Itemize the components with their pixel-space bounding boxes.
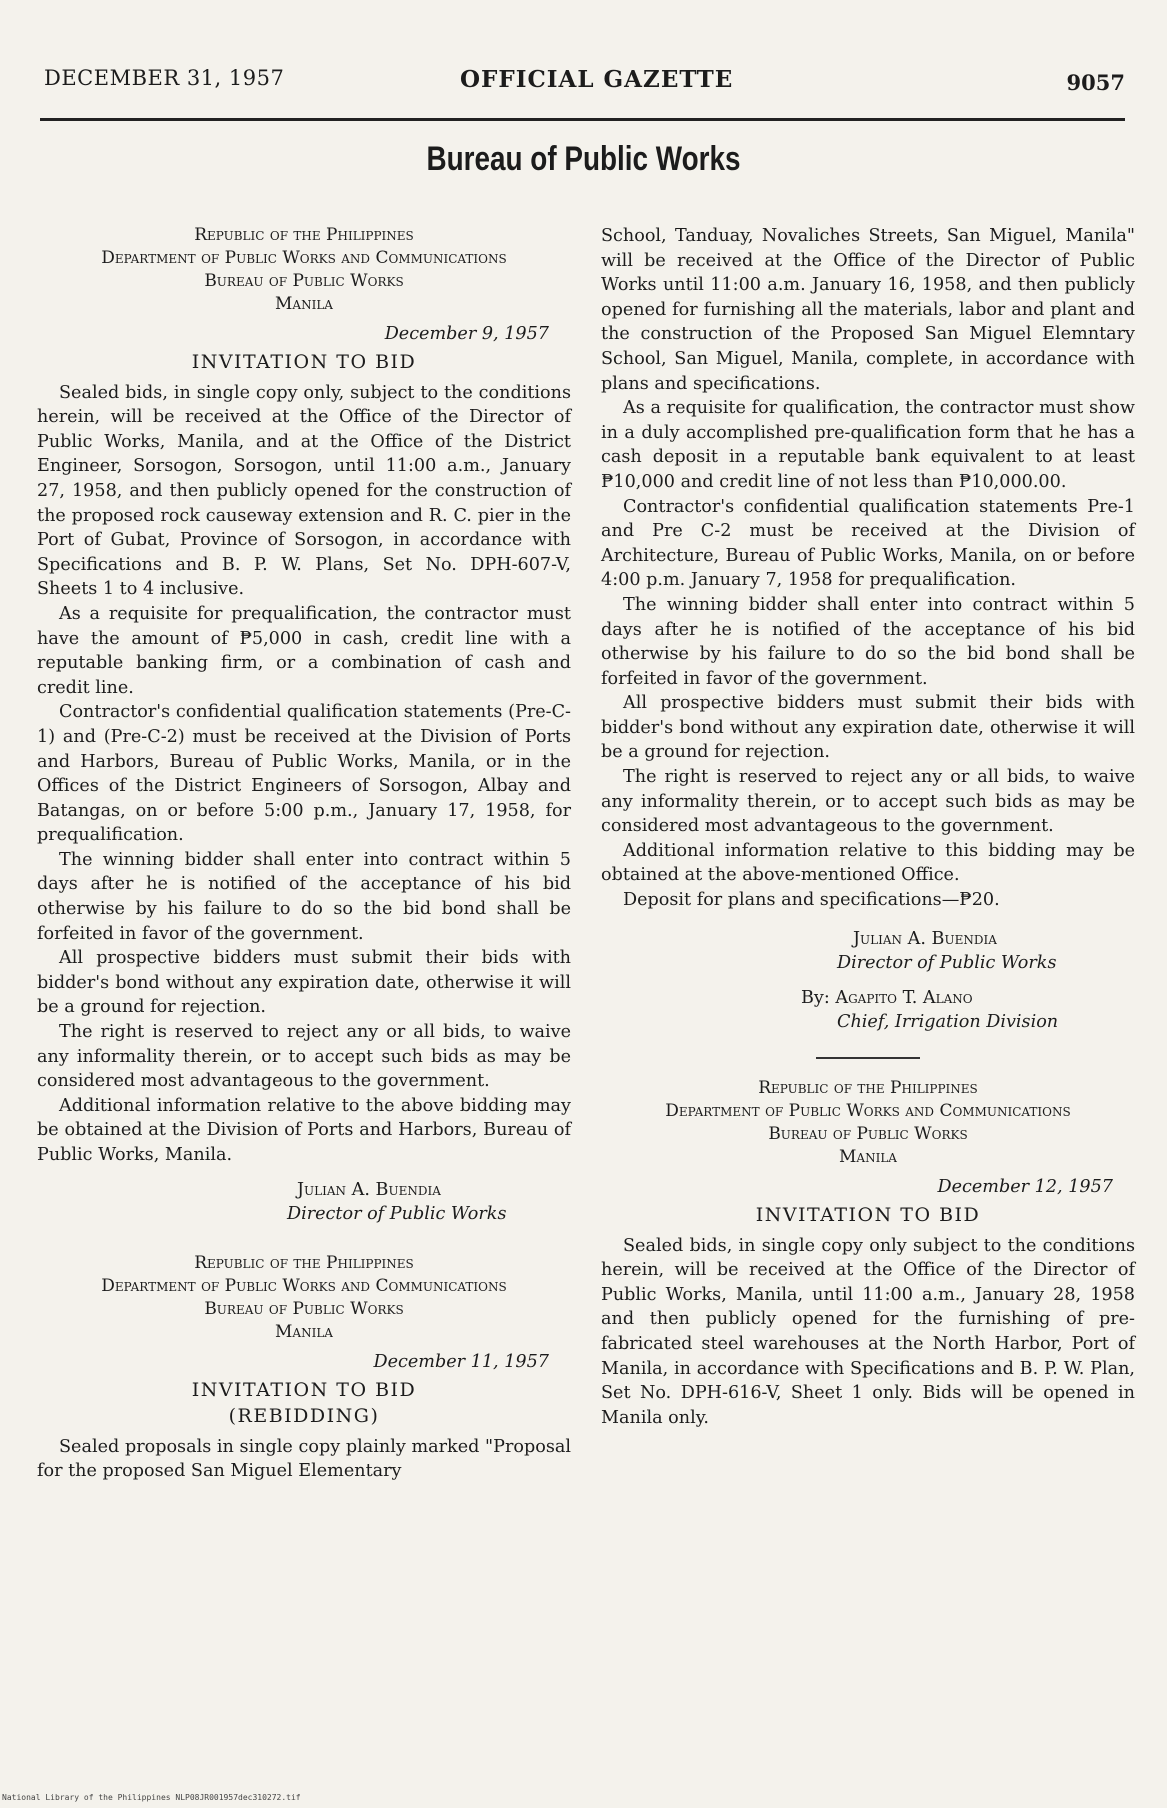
paragraph: The winning bidder shall enter into contract within 5 days after he is notified of the acceptance of his bid otherwise by his failure to do so the bid bond shall be forfeited in favor of the government. xyxy=(601,594,1135,689)
heading-line: Republic of the Philippines xyxy=(194,225,414,245)
by-name: Agapito T. Alano xyxy=(835,987,973,1008)
notice-heading xyxy=(601,1077,1135,1169)
notice-title: INVITATION TO BID xyxy=(755,1203,981,1226)
paragraph-continued: School, Tanduay, Novaliches Streets, San Miguel, Manila" will be received at the Office of the Director of Public Works until 11:00 a.m. January 16, 1958, and then publicly opened for furnishing all the materials, labor and plant and the construction of the Proposed San Miguel Elemntary School, San Miguel, Manila, complete, in accordance with plans and specifications. xyxy=(601,226,1135,394)
paragraph: Additional information relative to the above bidding may be obtained at the Division of Ports and Harbors, Bureau of Public Works, Manila. xyxy=(37,1095,571,1165)
heading-line: Department of Public Works and Communications xyxy=(101,248,507,268)
publication-title: OFFICIAL GAZETTE xyxy=(460,66,734,93)
paragraph: Contractor's confidential qualification statements Pre-1 and Pre C-2 must be received at the Division of Architecture, Bureau of Public Works, Manila, on or before 4:00 p.m. January 7, 1958 for prequalification. xyxy=(601,496,1135,591)
signatory-title: Director of Public Works xyxy=(287,1203,507,1224)
header-rule xyxy=(40,118,1125,121)
notice-heading xyxy=(37,1252,571,1344)
page-number: 9057 xyxy=(1066,70,1125,95)
paragraph: The right is reserved to reject any or all bids, to waive any informality therein, or to accept such bids as may be considered most advantageous to the government. xyxy=(37,1022,571,1092)
page-header xyxy=(40,62,1125,102)
heading-line: Department of Public Works and Communications xyxy=(665,1101,1071,1121)
section-title: Bureau of Public Works xyxy=(426,140,741,178)
scan-footer: National Library of the Philippines NLP08JR001957dec310272.tif xyxy=(2,1793,301,1802)
notice-title xyxy=(37,1377,571,1429)
paragraph: Sealed proposals in single copy plainly marked "Proposal for the proposed San Miguel Elementary xyxy=(37,1436,571,1482)
signatory-name: Julian A. Buendia xyxy=(853,928,997,949)
left-column xyxy=(37,224,571,1484)
heading-line: Bureau of Public Works xyxy=(768,1124,968,1144)
issue-date: DECEMBER 31, 1957 xyxy=(44,66,285,90)
paragraph: The winning bidder shall enter into contract within 5 days after he is notified of the acceptance of his bid otherwise by his failure to do so the bid bond shall be forfeited in favor of the government. xyxy=(37,849,571,944)
paragraph: Sealed bids, in single copy only subject to the conditions herein, will be received at the Office of the Director of Public Works, Manila, until 11:00 a.m., January 28, 1958 and then publicly opened for the furnishing of pre-fabricated steel warehouses at the North Harbor, Port of Manila, in accordance with Specifications and B. P. W. Plan, Set No. DPH-616-V, Sheet 1 only. Bids will be opened in Manila only. xyxy=(601,1235,1135,1428)
paragraph: All prospective bidders must submit their bids with bidder's bond without any expiration date, otherwise it will be a ground for rejection. xyxy=(37,948,571,1018)
paragraph: Additional information relative to this bidding may be obtained at the above-mentioned Office. xyxy=(601,840,1135,886)
heading-line: Republic of the Philippines xyxy=(758,1078,978,1098)
by-label: By: xyxy=(801,987,830,1008)
notice-heading xyxy=(37,224,571,316)
heading-line: Manila xyxy=(275,1322,333,1343)
heading-line: Republic of the Philippines xyxy=(194,1253,414,1274)
title-line: INVITATION TO BID xyxy=(191,1378,417,1401)
heading-line: Manila xyxy=(839,1147,897,1167)
paragraph: Sealed bids, in single copy only, subject to the conditions herein, will be received at the Office of the Director of Public Works, Manila, and at the Office of the District Engineer, Sorsogon, Sorsogon, until 11:00 a.m., January 27, 1958, and then publicly opened for the construction of the proposed rock causeway extension and R. C. pier in the Port of Gubat, Province of Sorsogon, in accordance with Specifications and B. P. W. Plans, Set No. DPH-607-V, Sheets 1 to 4 inclusive. xyxy=(37,382,571,600)
paragraph: As a requisite for prequalification, the contractor must have the amount of ₱5,000 in cash, credit line with a reputable banking firm, or a combination of cash and credit line. xyxy=(37,603,571,698)
right-column xyxy=(601,224,1135,1430)
paragraph: Deposit for plans and specifications—₱20. xyxy=(623,890,1000,911)
notice-date: December 11, 1957 xyxy=(373,1352,549,1373)
separator-rule xyxy=(816,1057,920,1059)
paragraph: As a requisite for qualification, the contractor must show in a duly accomplished pre-qualification form that he has a cash deposit in a reputable bank equivalent to at least ₱10,000 and credit line of not less than ₱10,000.00. xyxy=(601,398,1135,492)
by-line xyxy=(801,986,1135,1011)
notice-date: December 9, 1957 xyxy=(384,324,549,344)
paragraph: All prospective bidders must submit their bids with bidder's bond without any expiration date, otherwise it will be a ground for rejection. xyxy=(601,693,1135,763)
heading-line: Bureau of Public Works xyxy=(204,271,404,291)
by-title: Chief, Irrigation Division xyxy=(837,1012,1059,1033)
heading-line: Manila xyxy=(275,294,333,314)
paragraph: The right is reserved to reject any or all bids, to waive any informality therein, or to accept such bids as may be considered most advantageous to the government. xyxy=(601,767,1135,837)
signatory-title: Director of Public Works xyxy=(837,953,1057,974)
notice-2 xyxy=(37,1252,571,1484)
notice-3 xyxy=(601,1077,1135,1430)
subtitle-line: (REBIDDING) xyxy=(228,1404,380,1427)
notice-date: December 12, 1957 xyxy=(937,1177,1113,1197)
notice-1 xyxy=(37,224,571,1226)
notice-title: INVITATION TO BID xyxy=(191,350,417,373)
signatory-name: Julian A. Buendia xyxy=(297,1179,441,1200)
heading-line: Bureau of Public Works xyxy=(204,1299,404,1320)
paragraph: Contractor's confidential qualification statements (Pre-C-1) and (Pre-C-2) must be received at the Division of Ports and Harbors, Bureau of Public Works, Manila, or in the Offices of the District Engineers of Sorsogon, Albay and Batangas, on or before 5:00 p.m., January 17, 1958, for prequalification. xyxy=(37,702,571,846)
heading-line: Department of Public Works and Communications xyxy=(101,1276,507,1297)
